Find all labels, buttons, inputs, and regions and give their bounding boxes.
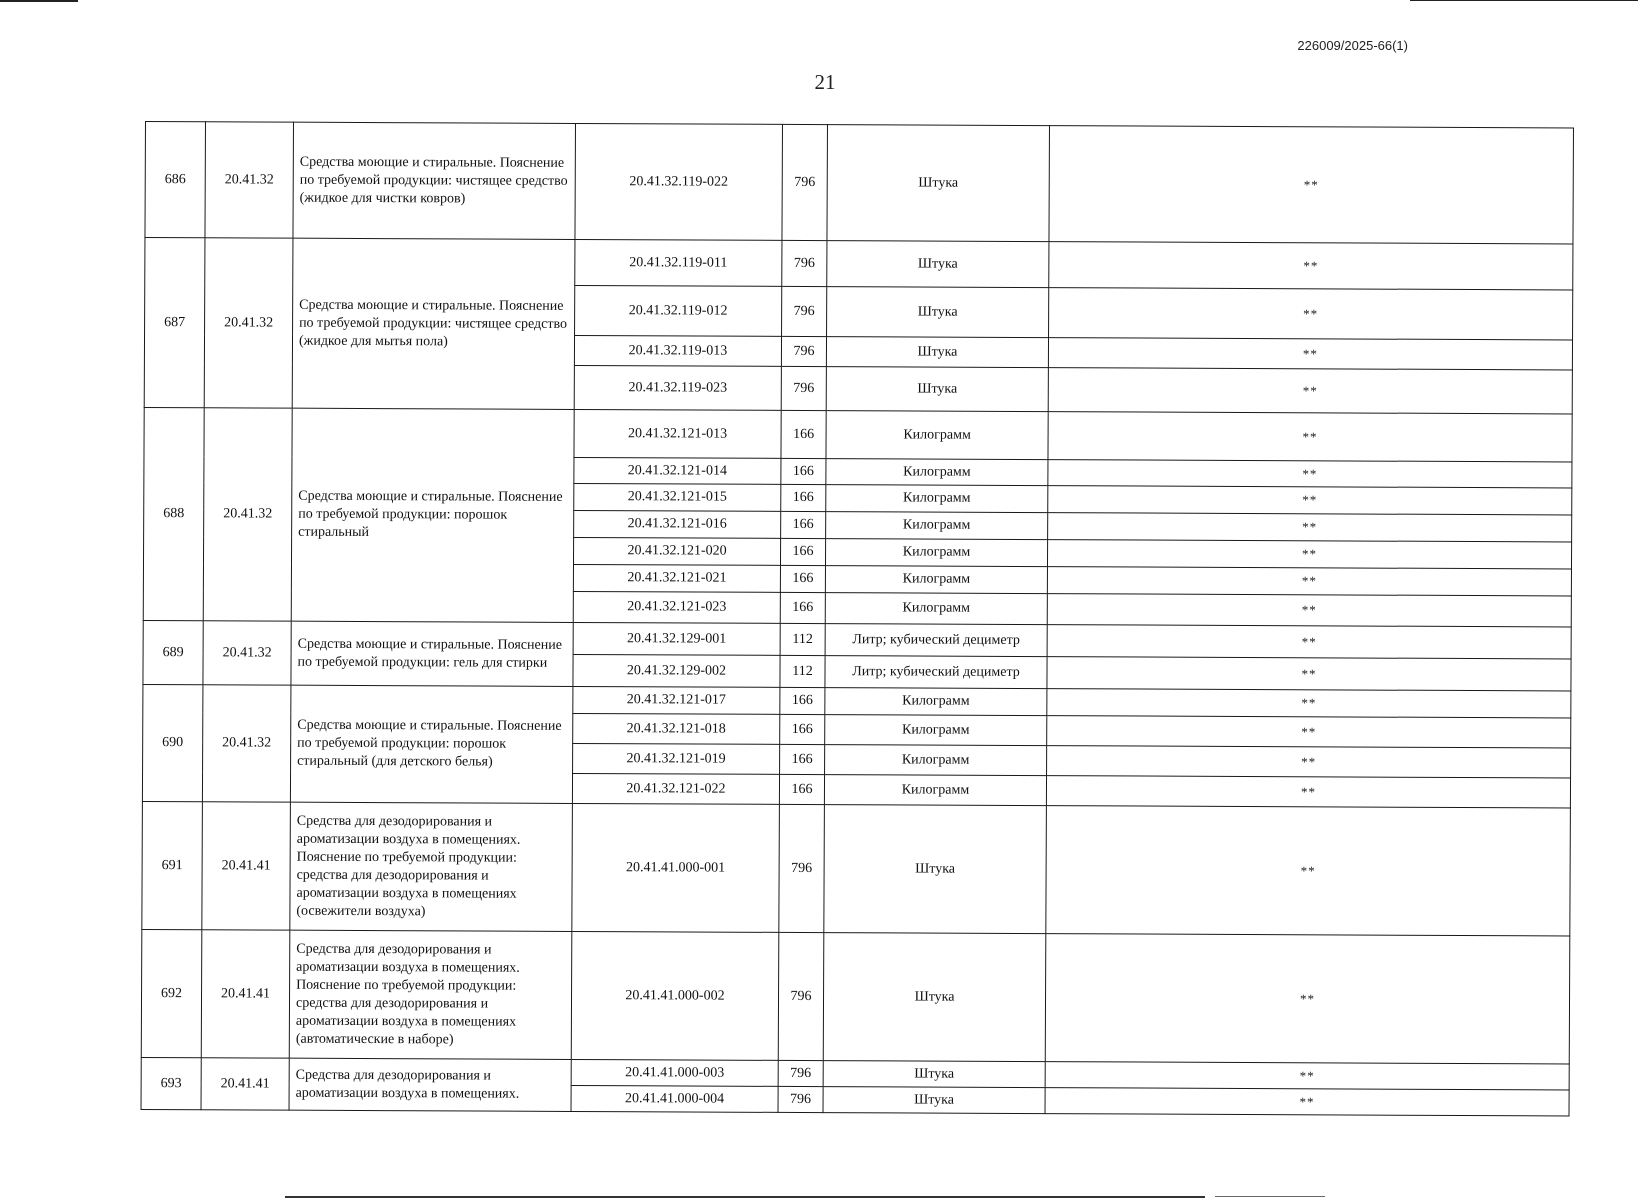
unit-name: Килограмм <box>825 688 1047 716</box>
footnote-mark: ** <box>1047 567 1571 596</box>
ktru-code: 20.41.32.121-017 <box>573 686 780 714</box>
ktru-code: 20.41.41.000-004 <box>571 1085 778 1112</box>
unit-name: Штука <box>826 337 1048 368</box>
ktru-code: 20.41.32.129-001 <box>573 622 780 655</box>
footnote-mark: ** <box>1049 288 1573 340</box>
unit-name: Штука <box>826 367 1048 412</box>
top-rule-left <box>0 0 78 2</box>
row-number: 693 <box>141 1057 201 1109</box>
ktru-code: 20.41.32.121-013 <box>574 409 781 458</box>
unit-name: Килограмм <box>825 715 1047 746</box>
unit-name: Штука <box>824 805 1047 934</box>
unit-name: Литр; кубический дециметр <box>825 656 1047 689</box>
table-row <box>141 1057 1569 1089</box>
okpd-code: 20.41.32 <box>203 408 292 621</box>
unit-name: Килограмм <box>825 593 1047 625</box>
okei-code: 166 <box>779 774 824 804</box>
ktru-code: 20.41.32.119-011 <box>575 239 782 286</box>
top-rule-right <box>1410 0 1638 1</box>
okei-code: 166 <box>781 511 826 538</box>
unit-name: Килограмм <box>826 459 1048 486</box>
okei-code: 166 <box>780 592 825 623</box>
footnote-mark: ** <box>1048 486 1572 515</box>
product-description: Средства для дезодорирования и ароматизации воздуха в помещениях. <box>289 1058 571 1111</box>
ktru-code: 20.41.32.119-023 <box>574 365 781 410</box>
okei-code: 796 <box>782 124 828 240</box>
footnote-mark: ** <box>1047 716 1571 748</box>
document-id: 226009/2025-66(1) <box>1297 38 1408 53</box>
table-row <box>145 122 1574 244</box>
ktru-code: 20.41.41.000-003 <box>571 1059 778 1086</box>
page-number: 21 <box>814 70 836 94</box>
unit-name: Литр; кубический дециметр <box>825 624 1047 657</box>
footnote-mark: ** <box>1047 746 1571 778</box>
footnote-mark: ** <box>1048 338 1572 370</box>
unit-name: Килограмм <box>826 512 1048 540</box>
row-number: 688 <box>143 407 204 620</box>
footnote-mark: ** <box>1047 657 1571 691</box>
unit-name: Килограмм <box>825 566 1047 594</box>
okei-code: 166 <box>780 687 825 714</box>
ktru-code: 20.41.32.121-022 <box>572 773 779 804</box>
okei-code: 166 <box>780 714 825 744</box>
bottom-rule-tail <box>1215 1196 1325 1197</box>
okei-code: 796 <box>778 932 824 1060</box>
product-description: Средства моющие и стиральные. Пояснение по требуемой продукции: чистящее средство (жидкое для мытья пола) <box>292 238 575 409</box>
okei-code: 166 <box>780 538 825 565</box>
ktru-code: 20.41.32.121-020 <box>573 537 780 565</box>
row-number: 686 <box>145 122 206 238</box>
okpd-code: 20.41.41 <box>201 1058 289 1110</box>
footnote-mark: ** <box>1048 412 1572 462</box>
unit-name: Штука <box>823 1087 1045 1114</box>
okpd-code: 20.41.41 <box>201 930 290 1058</box>
unit-name: Штука <box>823 933 1046 1062</box>
ktru-code: 20.41.32.121-023 <box>573 591 780 623</box>
ktru-code: 20.41.41.000-002 <box>571 931 779 1060</box>
ktru-code: 20.41.32.129-002 <box>573 654 780 687</box>
product-description: Средства моющие и стиральные. Пояснение по требуемой продукции: порошок стиральный (для детского белья) <box>290 685 573 803</box>
okei-code: 796 <box>779 804 825 932</box>
ktru-code: 20.41.32.119-012 <box>575 285 782 336</box>
product-description: Средства моющие и стиральные. Пояснение по требуемой продукции: порошок стиральный <box>291 408 574 622</box>
okei-code: 796 <box>778 1060 823 1086</box>
footnote-mark: ** <box>1045 1062 1569 1090</box>
okei-code: 166 <box>781 410 826 458</box>
footnote-mark: ** <box>1045 1088 1569 1116</box>
unit-name: Штука <box>823 1061 1045 1088</box>
footnote-mark: ** <box>1049 242 1573 290</box>
footnote-mark: ** <box>1047 594 1571 627</box>
row-number: 687 <box>144 238 205 408</box>
footnote-mark: ** <box>1049 126 1574 244</box>
okei-code: 796 <box>782 286 827 336</box>
okei-code: 796 <box>781 366 826 410</box>
okei-code: 112 <box>780 655 825 687</box>
footnote-mark: ** <box>1047 540 1571 569</box>
okpd-code: 20.41.32 <box>202 685 291 802</box>
footnote-mark: ** <box>1047 625 1571 659</box>
ktru-code: 20.41.32.121-018 <box>573 713 780 744</box>
row-number: 692 <box>141 929 202 1057</box>
product-description: Средства моющие и стиральные. Пояснение по требуемой продукции: чистящее средство (жидкое для чистки ковров) <box>293 122 576 239</box>
product-description: Средства для дезодорирования и ароматизации воздуха в помещениях. Пояснение по требуемой продукции: средства для дезодорирования и ароматизации воздуха в помещениях (автоматические в наборе) <box>289 930 572 1059</box>
unit-name: Штука <box>827 125 1050 242</box>
okei-code: 796 <box>782 240 827 286</box>
products-table <box>141 121 1574 1116</box>
footnote-mark: ** <box>1045 934 1570 1064</box>
ktru-code: 20.41.32.119-022 <box>575 123 783 240</box>
footnote-mark: ** <box>1048 460 1572 488</box>
ktru-code: 20.41.41.000-001 <box>572 803 780 932</box>
bottom-rule <box>285 1196 1205 1198</box>
footnote-mark: ** <box>1046 806 1571 936</box>
table-row <box>142 801 1571 935</box>
okei-code: 166 <box>780 565 825 592</box>
row-number: 691 <box>142 801 203 929</box>
footnote-mark: ** <box>1048 368 1572 414</box>
ktru-code: 20.41.32.121-021 <box>573 564 780 592</box>
footnote-mark: ** <box>1047 689 1571 718</box>
ktru-code: 20.41.32.121-019 <box>573 743 780 774</box>
okpd-code: 20.41.32 <box>203 621 291 685</box>
table-row <box>144 407 1572 461</box>
footnote-mark: ** <box>1046 776 1570 808</box>
okei-code: 796 <box>778 1086 823 1112</box>
product-description: Средства для дезодорирования и ароматизации воздуха в помещениях. Пояснение по требуемой продукции: средства для дезодорирования и ароматизации воздуха в помещениях (освежители воздуха) <box>290 802 573 931</box>
table-row <box>141 929 1570 1063</box>
unit-name: Штука <box>827 241 1049 288</box>
ktru-code: 20.41.32.121-014 <box>574 457 781 484</box>
row-number: 690 <box>142 684 203 801</box>
table-row <box>143 620 1571 658</box>
unit-name: Килограмм <box>826 411 1048 460</box>
okei-code: 166 <box>780 744 825 774</box>
ktru-code: 20.41.32.121-015 <box>574 483 781 511</box>
unit-name: Килограмм <box>824 775 1046 806</box>
okpd-code: 20.41.41 <box>202 802 291 930</box>
okei-code: 796 <box>781 336 826 366</box>
row-number: 689 <box>143 620 203 684</box>
ktru-code: 20.41.32.121-016 <box>574 510 781 538</box>
unit-name: Килограмм <box>826 485 1048 513</box>
okpd-code: 20.41.32 <box>204 238 293 408</box>
table-row <box>145 238 1573 290</box>
okpd-code: 20.41.32 <box>205 122 294 238</box>
unit-name: Штука <box>827 287 1049 338</box>
footnote-mark: ** <box>1048 513 1572 542</box>
unit-name: Килограмм <box>825 539 1047 567</box>
ktru-code: 20.41.32.119-013 <box>574 335 781 366</box>
okei-code: 166 <box>781 484 826 511</box>
product-description: Средства моющие и стиральные. Пояснение по требуемой продукции: гель для стирки <box>291 621 573 686</box>
okei-code: 166 <box>781 458 826 484</box>
table-row <box>143 684 1571 717</box>
unit-name: Килограмм <box>825 745 1047 776</box>
okei-code: 112 <box>780 623 825 655</box>
